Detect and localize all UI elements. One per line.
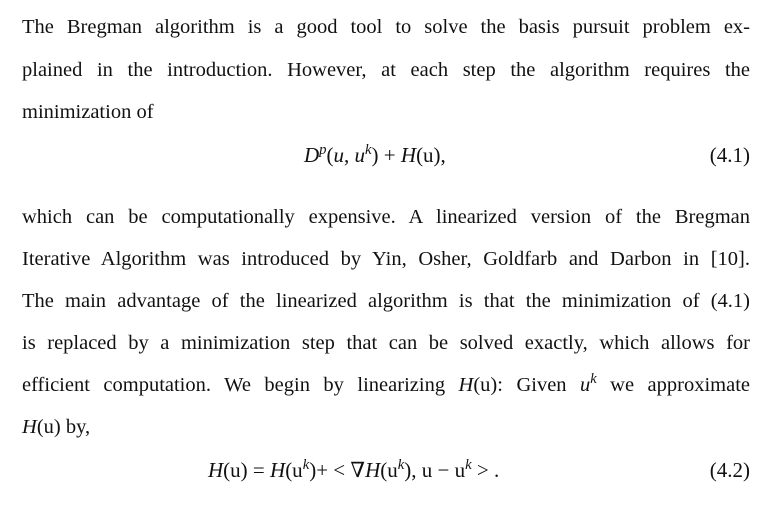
p2l6-u: (u): [36, 416, 61, 438]
p2l5-mid: : Given: [497, 374, 581, 396]
eq2-k2: k: [397, 456, 405, 473]
eq2-u2-close: )+ < ∇: [309, 458, 366, 482]
equation-4-1-body: [304, 140, 446, 170]
eq1-sup-p: p: [319, 141, 327, 158]
p2l5-uk-u: u: [580, 374, 591, 396]
p2l5-pre: efficient computation. We begin by linearizing: [22, 374, 459, 396]
eq1-H: H: [400, 143, 417, 167]
eq1-sup-k: k: [365, 141, 372, 158]
eq2-eq: =: [247, 458, 271, 482]
eq1-open: (: [326, 143, 334, 167]
eq2-k3: k: [465, 456, 472, 473]
eq2-end: > .: [471, 458, 500, 482]
p2l6-post: by,: [60, 416, 91, 438]
paragraph1-line1: The Bregman algorithm is a good tool to solve the basis pursuit problem ex-: [22, 16, 750, 38]
equation-4-2-number: (4.2): [709, 458, 750, 482]
paragraph2-line2: Iterative Algorithm was introduced by Yin, Osher, Goldfarb and Darbon in [10].: [22, 248, 750, 270]
p2l5-u: (u): [473, 374, 498, 396]
equation-4-1-number: (4.1): [709, 143, 750, 167]
eq1-comma: ,: [344, 143, 355, 167]
equation-4-2: [22, 455, 750, 485]
paragraph1-line3: minimization of: [22, 101, 154, 123]
paragraph2-line5: [22, 372, 750, 398]
eq2-H3: H: [365, 458, 381, 482]
p2l6-H: H: [22, 416, 37, 438]
eq1-D: D: [304, 143, 320, 167]
eq2-k1: k: [302, 456, 310, 473]
eq2-u2-open: (u: [285, 458, 303, 482]
eq1-u1: u: [333, 143, 345, 167]
eq2-H1: H: [208, 458, 224, 482]
eq1-paren-u: (u),: [416, 143, 446, 167]
p2l5-uk-k: k: [590, 371, 597, 388]
paragraph2-line4: is replaced by a minimization step that can be solved exactly, which allows for: [22, 332, 750, 354]
eq1-close: ) +: [371, 143, 401, 167]
equation-4-1: [22, 140, 750, 170]
paragraph2-line6: [22, 414, 750, 440]
eq2-H2: H: [270, 458, 286, 482]
eq2-u1: (u): [223, 458, 248, 482]
eq2-u3-close: ), u − u: [404, 458, 466, 482]
p2l5-post: we approximate: [596, 374, 750, 396]
paragraph1-line2: plained in the introduction. However, at each step the algorithm requires the: [22, 59, 750, 81]
eq1-u2: u: [354, 143, 366, 167]
p2l5-H: H: [458, 374, 474, 396]
equation-4-2-body: [208, 455, 499, 485]
paragraph2-line1: which can be computationally expensive. A linearized version of the Bregman: [22, 206, 750, 228]
eq2-u3-open: (u: [380, 458, 398, 482]
paragraph2-line3: The main advantage of the linearized algorithm is that the minimization of (4.1): [22, 290, 750, 312]
